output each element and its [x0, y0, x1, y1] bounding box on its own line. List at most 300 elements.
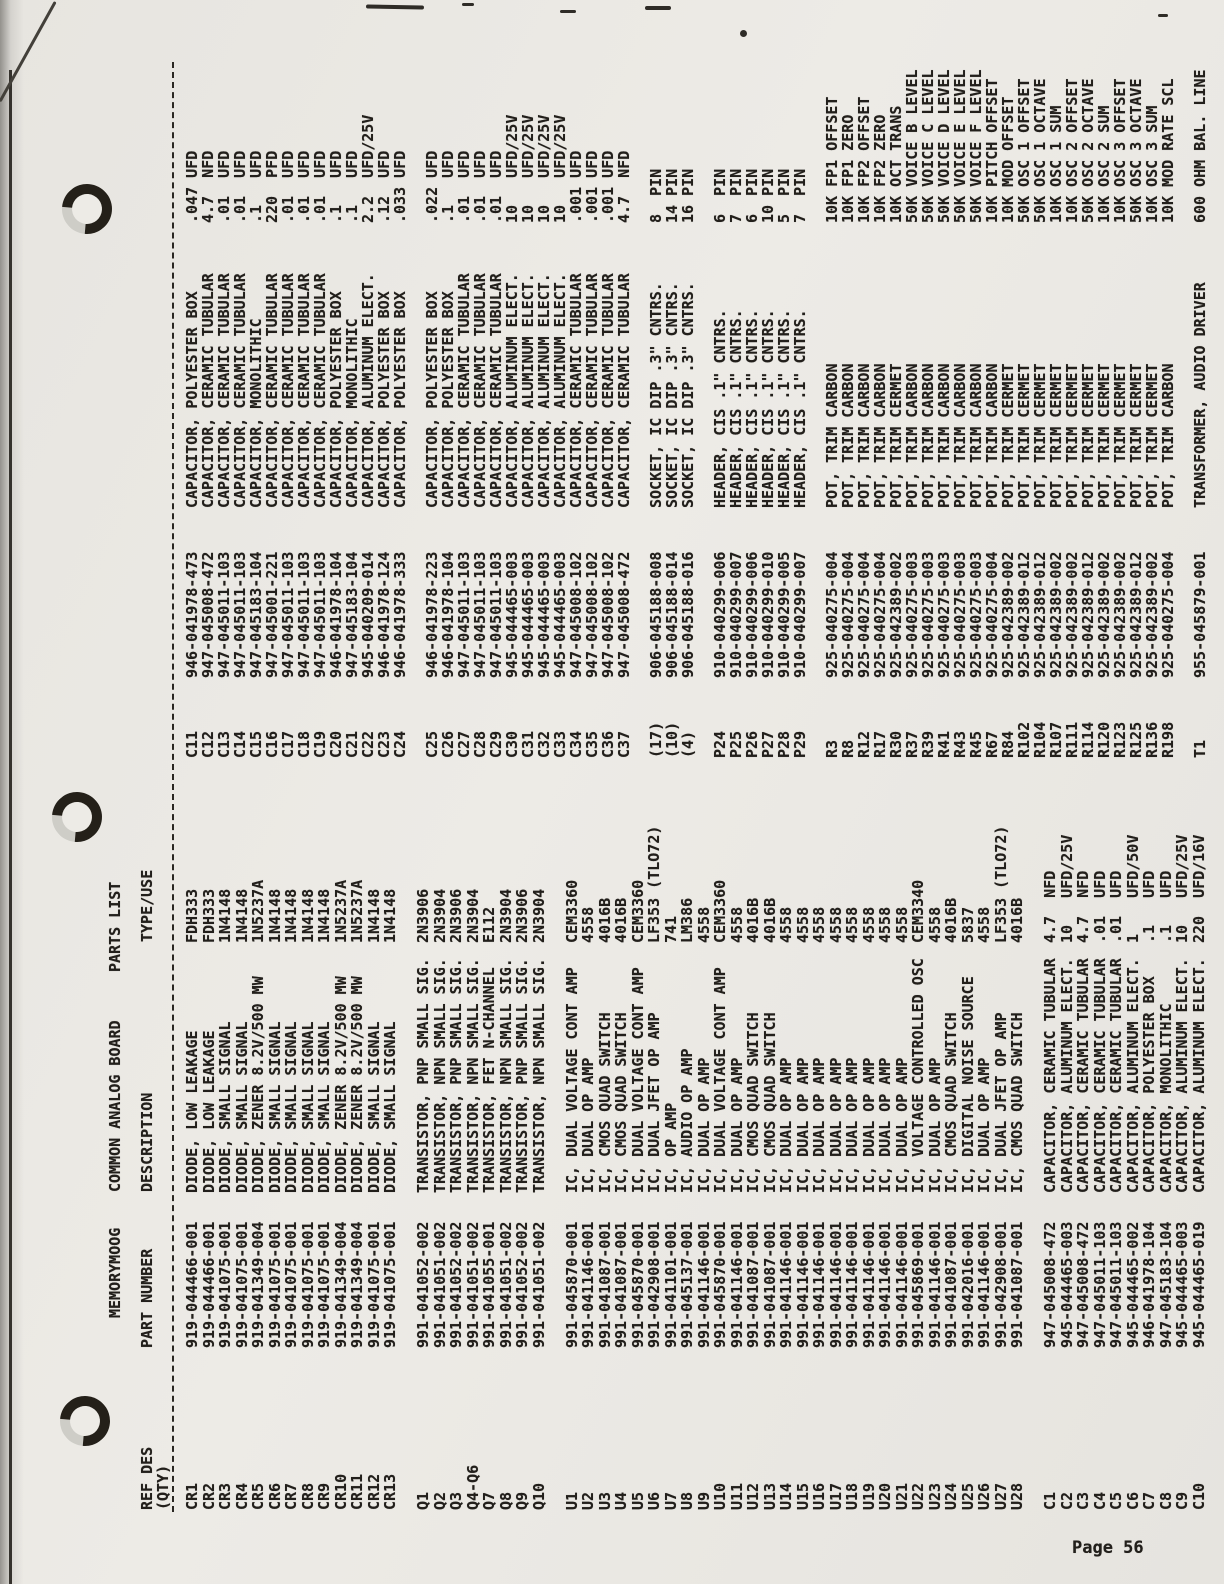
ref-des-cell: P26: [743, 730, 761, 758]
part-number-cell: 947-045011-103: [215, 551, 233, 678]
part-number-cell: 925-040275-004: [871, 551, 889, 678]
part-number-cell: 945-044465-003: [503, 551, 521, 678]
type-use-cell: 5 PIN: [775, 168, 793, 223]
part-number-cell: 991-045870-001: [711, 1221, 729, 1348]
description-cell: IC, DUAL VOLTAGE CONT AMP: [628, 967, 647, 1193]
table-row: [232, 69, 248, 758]
scan-speck: [1158, 14, 1168, 17]
type-use-cell: 4558: [975, 906, 993, 943]
table-row: [432, 826, 449, 1510]
ref-des-cell: C21: [343, 730, 361, 758]
ref-des-cell: P24: [711, 730, 729, 758]
type-use-cell: .01 UFD: [279, 150, 297, 223]
ref-des-cell: C34: [567, 730, 585, 758]
ref-des-cell: R45: [967, 730, 985, 758]
part-number-cell: 991-045137-001: [678, 1221, 696, 1348]
type-use-cell: 1N4148: [216, 888, 234, 943]
table-row: [448, 826, 465, 1510]
parts-table-first-half: [184, 826, 1207, 1510]
table-row: [200, 69, 216, 758]
type-use-cell: 10K FP2 OFFSET: [855, 96, 873, 223]
part-number-cell: 925-040275-003: [935, 551, 953, 678]
ref-des-cell: R104: [1031, 721, 1049, 758]
part-number-cell: 919-044466-001: [183, 1221, 201, 1348]
description-cell: CAPACITOR, CERAMIC TUBULAR: [263, 273, 281, 508]
description-cell: CAPACITOR, CERAMIC TUBULAR: [1074, 958, 1092, 1193]
type-use-cell: .1 UFD: [343, 150, 361, 223]
scan-speck: [462, 3, 474, 6]
description-cell: CAPACITOR, CERAMIC TUBULAR: [215, 273, 233, 508]
type-use-cell: 4016B: [612, 897, 630, 943]
part-number-cell: 991-041146-001: [793, 1221, 812, 1348]
type-use-cell: .01 UFD: [295, 150, 313, 223]
part-number-cell: 991-041055-001: [480, 1221, 498, 1348]
description-cell: CAPACITOR, CERAMIC TUBULAR: [1041, 958, 1059, 1193]
table-row: [184, 69, 200, 758]
description-cell: IC, DUAL OP AMP: [777, 1057, 795, 1193]
table-row: [888, 69, 904, 758]
part-number-cell: 946-041978-104: [327, 551, 345, 678]
description-cell: CAPACITOR, POLYESTER BOX: [423, 291, 441, 508]
col-header-qty: (QTY): [154, 1464, 172, 1510]
description-cell: IC, OP AMP: [661, 1102, 680, 1193]
type-use-cell: 2.2 UFD/25V: [359, 114, 377, 223]
ref-des-cell: C33: [551, 730, 569, 758]
description-cell: DIODE, LOW LEAKAGE: [199, 1030, 218, 1193]
table-row: [415, 826, 432, 1510]
description-cell: CAPACITOR, ALUMINUM ELECT.: [503, 273, 521, 508]
ref-des-cell: C27: [455, 730, 473, 758]
description-cell: SOCKET, IC DIP .3" CNTRS.: [679, 282, 697, 508]
table-row: [960, 826, 977, 1510]
ref-des-cell: R123: [1111, 721, 1129, 758]
ref-des-cell: R12: [855, 730, 873, 758]
type-use-cell: LF353 (TLO72): [645, 825, 663, 943]
ref-des-cell: R114: [1079, 721, 1097, 758]
type-use-cell: 1N4148: [315, 888, 333, 943]
table-row: [1064, 69, 1080, 758]
table-row: [894, 826, 911, 1510]
col-header-part-number: PART NUMBER: [138, 1248, 156, 1348]
doc-brand: MEMORYMOOG: [106, 1227, 124, 1318]
description-cell: POT, TRIM CARBON: [919, 363, 937, 508]
type-use-cell: 10K OCT TRANS: [887, 105, 905, 223]
table-row: [630, 826, 647, 1510]
description-cell: CAPACITOR, ALUMINUM ELECT.: [1057, 958, 1076, 1193]
table-row: [976, 826, 993, 1510]
table-row: [1096, 69, 1112, 758]
type-use-cell: LM386: [678, 897, 696, 943]
table-row: [943, 826, 960, 1510]
ref-des-cell: Q9: [513, 1491, 531, 1510]
description-cell: POT, TRIM CERMET: [1095, 363, 1113, 508]
ref-des-cell: U19: [859, 1482, 878, 1510]
description-cell: HEADER, CIS .1" CNTRS.: [711, 309, 729, 508]
type-use-cell: .1 UFD: [1156, 870, 1175, 943]
ref-des-cell: C16: [263, 730, 281, 758]
ref-des-cell: C18: [295, 730, 313, 758]
part-number-cell: 991-041087-001: [595, 1221, 614, 1348]
table-row: [344, 69, 360, 758]
ref-des-cell: T1: [1191, 739, 1209, 758]
part-number-cell: 925-042389-002: [999, 551, 1017, 678]
description-cell: CAPACITOR, CERAMIC TUBULAR: [231, 273, 249, 508]
ref-des-cell: R8: [839, 739, 857, 758]
part-number-cell: 947-045011-103: [471, 551, 489, 678]
parts-table-second-half: [184, 69, 1208, 758]
table-row: [861, 826, 878, 1510]
part-number-cell: 919-041075-001: [381, 1221, 399, 1348]
type-use-cell: .01 UFD: [487, 150, 505, 223]
type-use-cell: 10K OSC 2 OFFSET: [1063, 78, 1081, 223]
ref-des-cell: C10: [1189, 1482, 1208, 1510]
type-use-cell: .001 UFD: [567, 150, 585, 223]
type-use-cell: 2N3906: [414, 888, 432, 943]
table-row: [392, 69, 408, 758]
table-row: [520, 69, 536, 758]
part-number-cell: 925-042389-002: [1143, 551, 1161, 678]
description-cell: IC, DUAL OP AMP: [876, 1057, 894, 1193]
ref-des-cell: (17): [647, 721, 665, 758]
table-row: [600, 69, 616, 758]
ref-des-cell: U17: [826, 1482, 845, 1510]
description-cell: TRANSFORMER, AUDIO DRIVER: [1191, 282, 1209, 508]
parts-group: [564, 826, 1026, 1510]
part-number-cell: 991-041087-001: [1008, 1221, 1026, 1348]
scan-speck: [740, 30, 747, 37]
ref-des-cell: U18: [843, 1482, 861, 1510]
ref-des-cell: R125: [1127, 721, 1145, 758]
type-use-cell: 50K OSC 2 OCTAVE: [1079, 78, 1097, 223]
part-number-cell: 925-042389-012: [1127, 551, 1145, 678]
ref-des-cell: C37: [615, 730, 633, 758]
table-row: [531, 826, 548, 1510]
ref-des-cell: U20: [876, 1482, 894, 1510]
ref-des-cell: CR2: [199, 1482, 218, 1510]
table-row: [792, 69, 808, 758]
table-row: [824, 69, 840, 758]
table-row: [993, 826, 1010, 1510]
type-use-cell: 4558: [793, 906, 812, 943]
ref-des-cell: C8: [1156, 1491, 1175, 1510]
ref-des-cell: U13: [760, 1482, 779, 1510]
table-row: [234, 826, 251, 1510]
table-row: [280, 69, 296, 758]
ref-des-cell: Q8: [496, 1491, 515, 1510]
table-row: [1009, 826, 1026, 1510]
ref-des-cell: Q1: [414, 1491, 432, 1510]
description-cell: POT, TRIM CARBON: [935, 363, 953, 508]
table-row: [680, 69, 696, 758]
description-cell: TRANSISTOR, PNP SMALL SIG.: [414, 958, 432, 1193]
table-row: [877, 826, 894, 1510]
part-number-cell: 991-041146-001: [810, 1221, 828, 1348]
table-row: [712, 826, 729, 1510]
ref-des-cell: C17: [279, 730, 297, 758]
ref-des-cell: R107: [1047, 721, 1065, 758]
type-use-cell: 2N3904: [430, 888, 449, 943]
description-cell: DIODE, SMALL SIGNAL: [364, 1021, 383, 1193]
part-number-cell: 919-041075-001: [298, 1221, 317, 1348]
part-number-cell: 906-045188-008: [647, 551, 665, 678]
description-cell: POT, TRIM CARBON: [967, 363, 985, 508]
description-cell: POT, TRIM CARBON: [823, 363, 841, 508]
ref-des-cell: C6: [1123, 1491, 1142, 1510]
ref-des-cell: CR10: [331, 1473, 350, 1510]
part-number-cell: 947-045011-103: [487, 551, 505, 678]
type-use-cell: 4016B: [595, 897, 614, 943]
description-cell: HEADER, CIS .1" CNTRS.: [743, 309, 761, 508]
type-use-cell: 600 OHM BAL. LINE: [1191, 69, 1209, 223]
ref-des-cell: R3: [823, 739, 841, 758]
type-use-cell: 4558: [859, 906, 878, 943]
description-cell: IC, DUAL OP AMP: [843, 1057, 861, 1193]
table-row: [465, 826, 482, 1510]
description-cell: POT, TRIM CERMET: [1047, 363, 1065, 508]
type-use-cell: 4558: [876, 906, 894, 943]
type-use-cell: 4.7 NFD: [1074, 870, 1092, 943]
description-cell: CAPACITOR, ALUMINUM ELECT.: [359, 273, 377, 508]
part-number-cell: 925-042389-002: [1063, 551, 1081, 678]
description-cell: POT, TRIM CARBON: [983, 363, 1001, 508]
table-row: [968, 69, 984, 758]
table-row: [366, 826, 383, 1510]
description-cell: CAPACITOR, ALUMINUM ELECT.: [1173, 958, 1191, 1193]
part-number-cell: 991-041052-002: [447, 1221, 465, 1348]
description-cell: CAPACITOR, ALUMINUM ELECT.: [535, 273, 553, 508]
description-cell: CAPACITOR, CERAMIC TUBULAR: [471, 273, 489, 508]
part-number-cell: 991-041146-001: [925, 1221, 944, 1348]
part-number-cell: 991-041146-001: [975, 1221, 993, 1348]
part-number-cell: 910-040299-010: [759, 551, 777, 678]
description-cell: IC, DUAL OP AMP: [826, 1057, 845, 1193]
type-use-cell: .01 UFD: [1107, 870, 1125, 943]
table-row: [568, 69, 584, 758]
ref-des-cell: Q3: [447, 1491, 465, 1510]
ref-des-cell: CR5: [249, 1482, 267, 1510]
table-row: [248, 69, 264, 758]
ref-des-cell: CR9: [315, 1482, 333, 1510]
description-cell: IC, DUAL OP AMP: [892, 1057, 911, 1193]
description-cell: POT, TRIM CERMET: [887, 363, 905, 508]
ref-des-cell: U22: [909, 1482, 927, 1510]
part-number-cell: 925-040275-003: [951, 551, 969, 678]
part-number-cell: 991-041146-001: [579, 1221, 597, 1348]
header-separator-line: [172, 62, 174, 1512]
type-use-cell: 10K PITCH OFFSET: [983, 78, 1001, 223]
ref-des-cell: C14: [231, 730, 249, 758]
type-use-cell: .001 UFD: [583, 150, 601, 223]
type-use-cell: .001 UFD: [599, 150, 617, 223]
table-row: [1048, 69, 1064, 758]
ref-des-cell: R41: [935, 730, 953, 758]
table-row: [664, 69, 680, 758]
description-cell: CAPACITOR, POLYESTER BOX: [391, 291, 409, 508]
part-number-cell: 925-040275-004: [855, 551, 873, 678]
description-cell: IC, DUAL OP AMP: [975, 1057, 993, 1193]
table-row: [597, 826, 614, 1510]
description-cell: DIODE, SMALL SIGNAL: [216, 1021, 234, 1193]
type-use-cell: .1 UFD: [439, 150, 457, 223]
table-row: [728, 69, 744, 758]
ref-des-cell: P29: [791, 730, 809, 758]
type-use-cell: FDH333: [183, 888, 201, 943]
type-use-cell: 4016B: [760, 897, 779, 943]
table-row: [498, 826, 515, 1510]
table-row: [1092, 826, 1109, 1510]
type-use-cell: LF353 (TLO72): [991, 825, 1010, 943]
type-use-cell: CEM3340: [909, 879, 927, 943]
ref-des-cell: U27: [991, 1482, 1010, 1510]
description-cell: IC, DUAL OP AMP: [859, 1057, 878, 1193]
table-row: [488, 69, 504, 758]
table-row: [648, 69, 664, 758]
description-cell: POT, TRIM CARBON: [855, 363, 873, 508]
table-row: [729, 826, 746, 1510]
table-row: [1128, 69, 1144, 758]
part-number-cell: 945-044465-019: [1189, 1221, 1208, 1348]
page-number: Page 56: [1072, 1538, 1144, 1558]
table-row: [904, 69, 920, 758]
part-number-cell: 955-045879-001: [1191, 551, 1209, 678]
table-row: [328, 69, 344, 758]
table-row: [1158, 826, 1175, 1510]
description-cell: DIODE, SMALL SIGNAL: [265, 1021, 284, 1193]
part-number-cell: 947-045011-103: [455, 551, 473, 678]
type-use-cell: 1N4148: [282, 888, 300, 943]
description-cell: POT, TRIM CERMET: [1143, 363, 1161, 508]
type-use-cell: CEM3360: [628, 879, 647, 943]
description-cell: CAPACITOR, ALUMINUM ELECT.: [1189, 958, 1208, 1193]
ref-des-cell: P25: [727, 730, 745, 758]
part-number-cell: 919-044466-001: [199, 1221, 218, 1348]
table-row: [552, 69, 568, 758]
part-number-cell: 947-045011-103: [295, 551, 313, 678]
description-cell: IC, AUDIO OP AMP: [678, 1048, 696, 1193]
type-use-cell: 2N3904: [463, 888, 482, 943]
description-cell: CAPACITOR, CERAMIC TUBULAR: [583, 273, 601, 508]
table-row: [927, 826, 944, 1510]
table-row: [1144, 69, 1160, 758]
part-number-cell: 947-045001-221: [263, 551, 281, 678]
type-use-cell: 50K VOICE E LEVEL: [951, 69, 969, 223]
description-cell: CAPACITOR, POLYESTER BOX: [1140, 976, 1158, 1193]
table-row: [1108, 826, 1125, 1510]
type-use-cell: .01 UFD: [215, 150, 233, 223]
table-row: [1191, 826, 1208, 1510]
ref-des-cell: C36: [599, 730, 617, 758]
part-number-cell: 925-042389-002: [887, 551, 905, 678]
table-row: [776, 69, 792, 758]
type-use-cell: 50K OSC 1 OCTAVE: [1031, 78, 1049, 223]
table-row: [1042, 826, 1059, 1510]
type-use-cell: 7 PIN: [791, 168, 809, 223]
part-number-cell: 991-041146-001: [859, 1221, 878, 1348]
part-number-cell: 945-040209-014: [359, 551, 377, 678]
table-row: [712, 69, 728, 758]
type-use-cell: CEM3360: [562, 879, 581, 943]
description-cell: CAPACITOR, POLYESTER BOX: [375, 291, 393, 508]
part-number-cell: 919-041075-001: [216, 1221, 234, 1348]
description-cell: IC, CMOS QUAD SWITCH: [744, 1012, 762, 1193]
table-row: [514, 826, 531, 1510]
part-number-cell: 991-041087-001: [612, 1221, 630, 1348]
ref-des-cell: C35: [583, 730, 601, 758]
table-row: [296, 69, 312, 758]
part-number-cell: 991-041052-002: [414, 1221, 432, 1348]
ref-des-cell: U4: [612, 1491, 630, 1510]
part-number-cell: 945-044465-002: [1123, 1221, 1142, 1348]
description-cell: IC, VOLTAGE CONTROLLED OSC: [909, 958, 927, 1193]
description-cell: IC, DUAL OP AMP: [810, 1057, 828, 1193]
table-row: [264, 69, 280, 758]
description-cell: TRANSISTOR, PNP SMALL SIG.: [447, 958, 465, 1193]
table-row: [184, 826, 201, 1510]
ref-des-cell: CR1: [183, 1482, 201, 1510]
description-cell: CAPACITOR, CERAMIC TUBULAR: [279, 273, 297, 508]
description-cell: IC, DUAL JFET OP AMP: [991, 1012, 1010, 1193]
ref-des-cell: C23: [375, 730, 393, 758]
ref-des-cell: C1: [1041, 1491, 1059, 1510]
table-row: [936, 69, 952, 758]
description-cell: HEADER, CIS .1" CNTRS.: [791, 309, 809, 508]
table-row: [1160, 69, 1176, 758]
type-use-cell: 4.7 NFD: [615, 150, 633, 223]
table-row: [360, 69, 376, 758]
type-use-cell: 1N5237A: [331, 879, 350, 943]
part-number-cell: 925-040275-003: [903, 551, 921, 678]
ref-des-cell: C22: [359, 730, 377, 758]
part-number-cell: 945-044465-003: [551, 551, 569, 678]
type-use-cell: 50K VOICE D LEVEL: [935, 69, 953, 223]
type-use-cell: 6 PIN: [743, 168, 761, 223]
part-number-cell: 946-041978-104: [439, 551, 457, 678]
part-number-cell: 925-042389-002: [1095, 551, 1113, 678]
ref-des-cell: C15: [247, 730, 265, 758]
type-use-cell: 10K MOD RATE SCL: [1159, 78, 1177, 223]
ref-des-cell: R111: [1063, 721, 1081, 758]
ref-des-cell: U12: [744, 1482, 762, 1510]
description-cell: IC, DUAL OP AMP: [793, 1057, 812, 1193]
description-cell: CAPACITOR, CERAMIC TUBULAR: [295, 273, 313, 508]
table-row: [1141, 826, 1158, 1510]
description-cell: CAPACITOR, ALUMINUM ELECT.: [519, 273, 537, 508]
type-use-cell: 50K VOICE C LEVEL: [919, 69, 937, 223]
type-use-cell: 4558: [843, 906, 861, 943]
description-cell: DIODE, SMALL SIGNAL: [381, 1021, 399, 1193]
table-row: [250, 826, 267, 1510]
table-row: [1080, 69, 1096, 758]
ref-des-cell: Q2: [430, 1491, 449, 1510]
doc-board-name: COMMON ANALOG BOARD: [106, 1020, 124, 1192]
table-row: [811, 826, 828, 1510]
type-use-cell: 741: [661, 915, 680, 943]
description-cell: IC, DUAL OP AMP: [694, 1057, 713, 1193]
table-row: [472, 69, 488, 758]
description-cell: POT, TRIM CARBON: [951, 363, 969, 508]
description-cell: HEADER, CIS .1" CNTRS.: [727, 309, 745, 508]
ref-des-cell: U21: [892, 1482, 911, 1510]
part-number-cell: 945-044465-003: [1057, 1221, 1076, 1348]
ref-des-cell: U3: [595, 1491, 614, 1510]
table-row: [646, 826, 663, 1510]
table-row: [696, 826, 713, 1510]
part-number-cell: 906-045188-016: [679, 551, 697, 678]
type-use-cell: .022 UFD: [423, 150, 441, 223]
ref-des-cell: C31: [519, 730, 537, 758]
table-row: [349, 826, 366, 1510]
part-number-cell: 910-040299-007: [727, 551, 745, 678]
